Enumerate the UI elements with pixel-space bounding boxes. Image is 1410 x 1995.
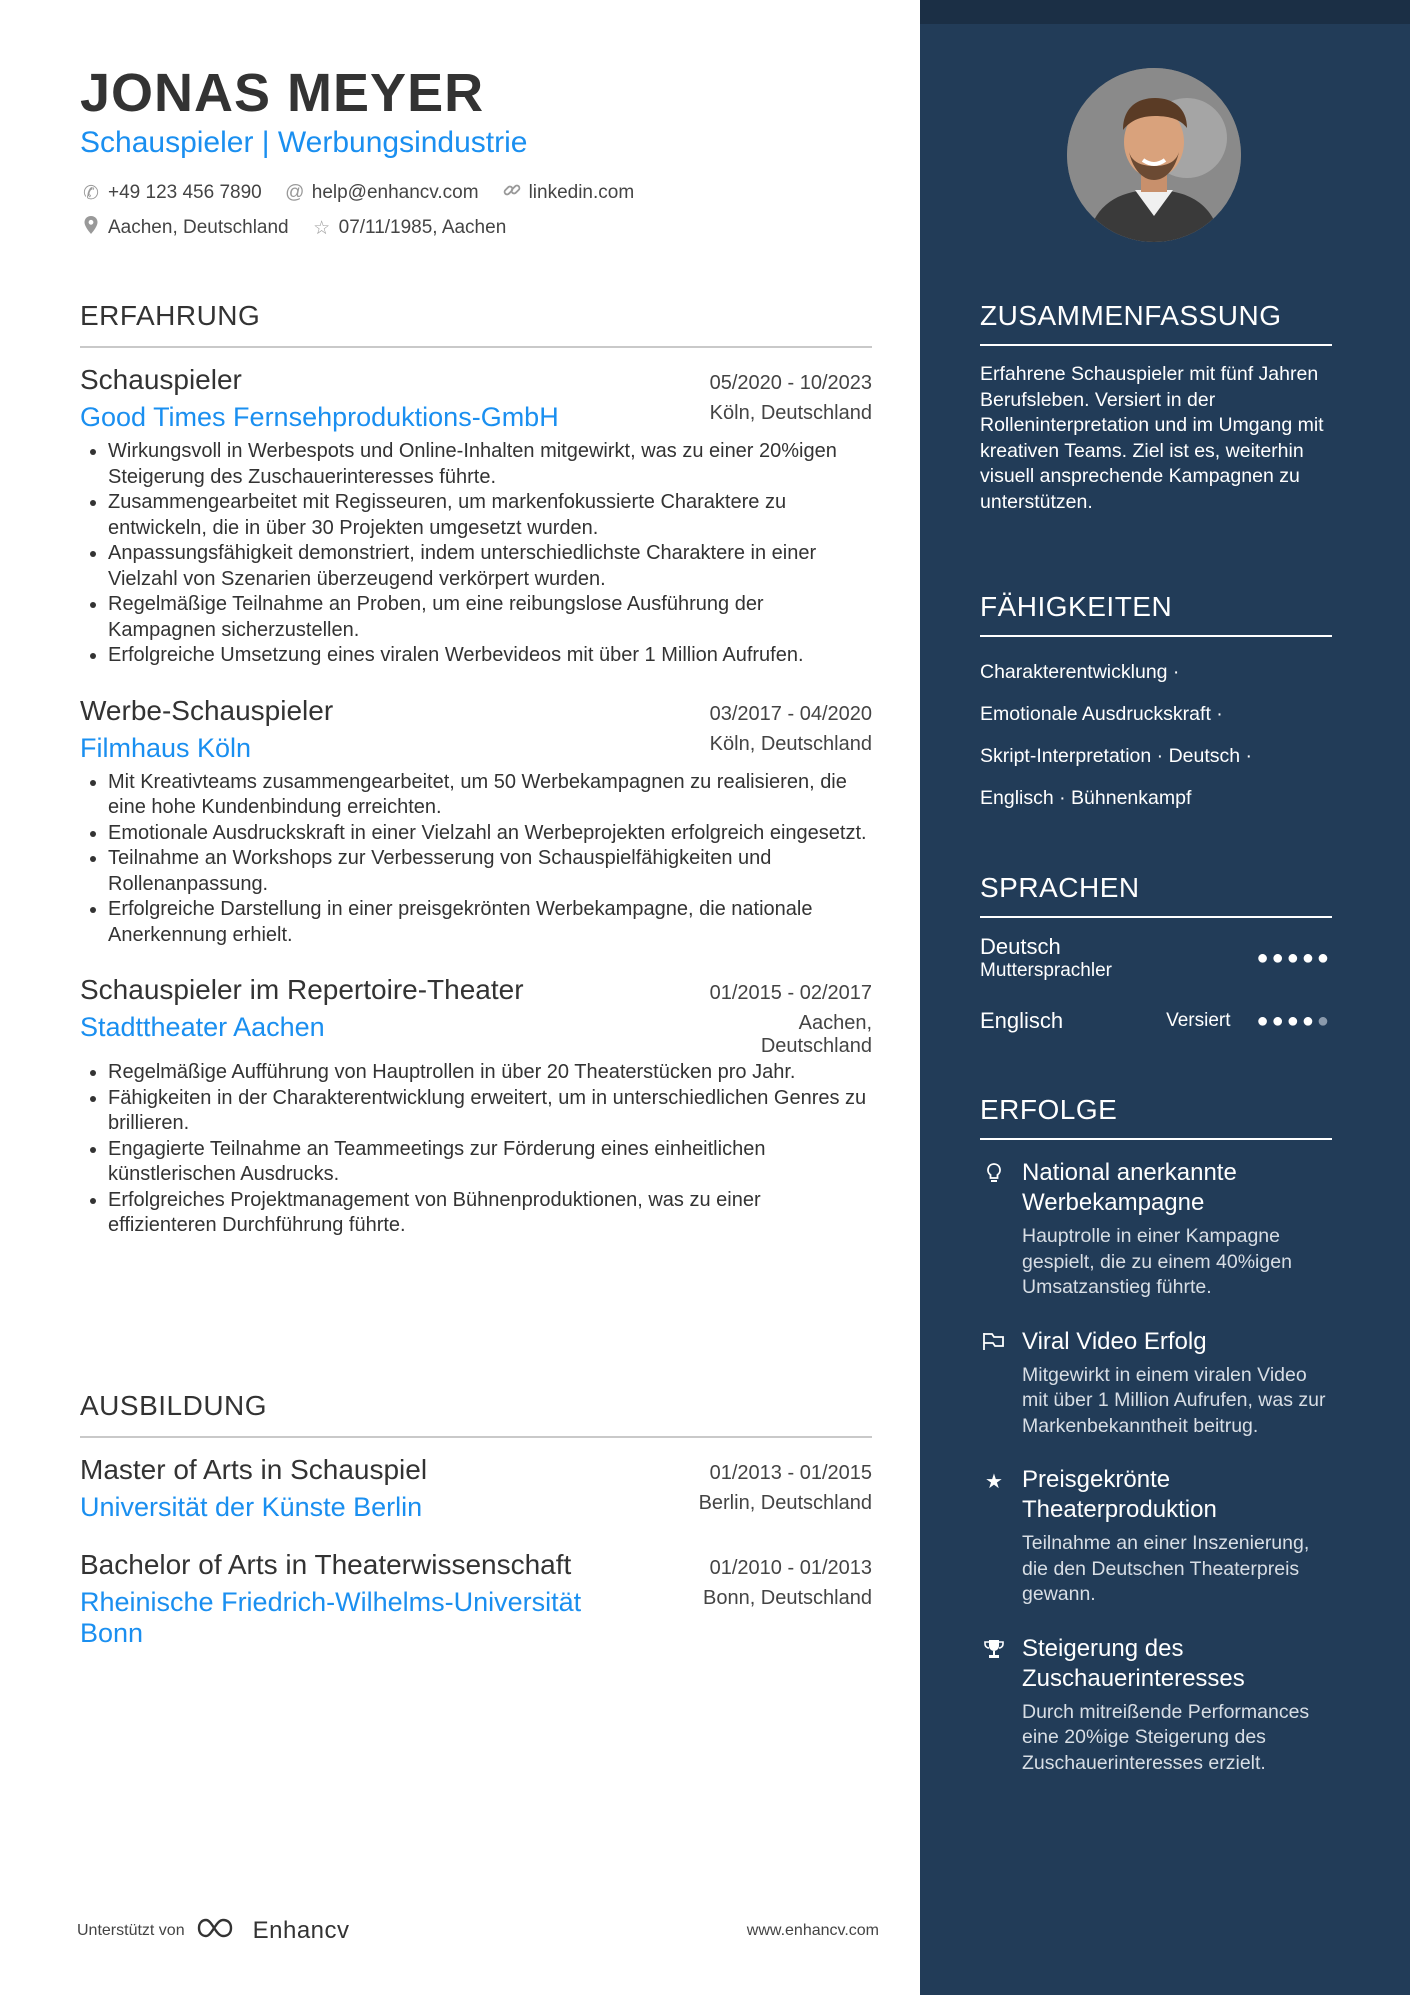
candidate-title: Schauspieler | Werbungsindustrie — [80, 126, 528, 159]
language-rating — [1257, 947, 1332, 970]
achievement-desc: Mitgewirkt in einem viralen Video mit über 1 Million Aufrufen, was zur Markenbekanntheit beitrug. — [1022, 1363, 1326, 1437]
job-location-line: Aachen, — [798, 1012, 872, 1034]
languages-title: SPRACHEN — [980, 872, 1332, 918]
star-outline-icon: ☆ — [313, 217, 331, 239]
skills-title: FÄHIGKEITEN — [980, 591, 1332, 637]
languages-section — [980, 872, 1332, 1034]
achievement-desc: Hauptrolle in einer Kampagne gespielt, die zu einem 40%igen Umsatzanstieg führte. — [1022, 1225, 1292, 1298]
rating-dot-filled: ● — [1301, 1009, 1317, 1032]
rating-dot-filled: ● — [1301, 946, 1317, 969]
experience-title: ERFAHRUNG — [80, 300, 872, 348]
achievements-section — [980, 1094, 1332, 1776]
language-level: Muttersprachler — [980, 960, 1112, 981]
education-location: Bonn, Deutschland — [702, 1587, 872, 1609]
bullet-item: • Erfolgreiche Umsetzung eines viralen Werbevideos mit über 1 Million Aufrufen. — [108, 643, 872, 669]
job-date: 03/2017 - 04/2020 — [709, 702, 872, 725]
rating-dot-filled: ● — [1271, 946, 1287, 969]
location-pin-icon — [80, 215, 102, 241]
email-link[interactable]: help@enhancv.com — [311, 182, 479, 203]
enhancv-logo-icon — [195, 1915, 243, 1946]
experience-section — [80, 300, 872, 1239]
achievement-item — [980, 1158, 1332, 1301]
school — [80, 1587, 581, 1649]
star-icon: ★ — [985, 1471, 1003, 1493]
achievement-item — [980, 1327, 1332, 1440]
achievement-title: National anerkannte Werbekampagne — [1022, 1159, 1237, 1216]
profile-photo — [1067, 68, 1241, 242]
education-date: 01/2013 - 01/2015 — [709, 1462, 872, 1484]
email-contact[interactable] — [284, 182, 479, 204]
skills-section — [980, 591, 1332, 819]
linkedin-contact[interactable] — [501, 180, 635, 206]
summary-section — [980, 300, 1332, 515]
rating-dot-filled: ● — [1256, 1009, 1272, 1032]
job-company: Good Times Fernsehproduktions-GmbH — [80, 402, 559, 432]
sidebar-top-bar — [920, 0, 1410, 24]
contact-info — [80, 180, 880, 250]
language-level: Versiert — [1166, 1010, 1231, 1031]
phone-contact — [80, 182, 262, 205]
bullet-item: • Teilnahme an Workshops zur Verbesserung von Schauspielfähigkeiten und Rollenanpassung. — [108, 846, 872, 897]
job-date: 01/2015 - 02/2017 — [709, 982, 872, 1004]
location-text: Aachen, Deutschland — [108, 217, 289, 238]
powered-by-label: Unterstützt von — [77, 1921, 185, 1939]
linkedin-link[interactable]: linkedin.com — [528, 182, 635, 203]
sidebar — [920, 0, 1410, 1995]
job-location — [761, 1012, 872, 1058]
summary-title: ZUSAMMENFASSUNG — [980, 300, 1332, 346]
job-bullets — [80, 439, 872, 669]
job-role: Schauspieler im Repertoire-Theater — [80, 974, 524, 1005]
job-entry — [80, 974, 872, 1239]
job-entry — [80, 695, 872, 949]
education-title: AUSBILDUNG — [80, 1390, 872, 1438]
degree: Bachelor of Arts in Theaterwissenschaft — [80, 1549, 572, 1580]
job-location: Köln, Deutschland — [709, 402, 872, 424]
link-icon — [501, 180, 523, 206]
candidate-name: JONAS MEYER — [80, 63, 485, 123]
job-location-line: Deutschland — [760, 1035, 872, 1057]
lightbulb-icon — [980, 1158, 1008, 1301]
powered-by — [77, 1915, 350, 1946]
summary-text: Erfahrene Schauspieler mit fünf Jahren Berufsleben. Versiert in der Rolleninterpretation und im Umgang mit kreativen Teams. Ziel ist es, weiterhin visuell ansprechende Kampagnen zu unterstützen. — [980, 363, 1324, 513]
bullet-item: • Erfolgreiche Darstellung in einer preisgekrönten Werbekampagne, die nationale Anerkennung erhielt. — [108, 897, 872, 948]
job-bullets — [80, 770, 872, 949]
achievement-desc: Durch mitreißende Performances eine 20%ige Steigerung des Zuschauerinteresses erzielt. — [1022, 1700, 1310, 1774]
school: Universität der Künste Berlin — [80, 1492, 423, 1522]
rating-dot-filled: ● — [1271, 1009, 1287, 1032]
bullet-item: • Anpassungsfähigkeit demonstriert, indem unterschiedlichste Charaktere in einer Vielzahl von Szenarien überzeugend verkörpert wurden. — [108, 541, 872, 592]
achievement-title: Preisgekrönte Theaterproduktion — [1022, 1466, 1217, 1523]
birth-text: 07/11/1985, Aachen — [338, 217, 507, 238]
brand-name: Enhancv — [252, 1916, 350, 1944]
job-role: Werbe-Schauspieler — [80, 694, 334, 726]
job-company: Stadttheater Aachen — [80, 1012, 325, 1042]
achievement-item — [980, 1634, 1332, 1777]
rating-dot-empty: ● — [1316, 1009, 1332, 1032]
job-location: Köln, Deutschland — [709, 732, 872, 755]
achievement-item — [980, 1465, 1332, 1608]
school-line: Rheinische Friedrich-Wilhelms-Universität — [80, 1587, 582, 1617]
phone-icon: ✆ — [83, 182, 99, 204]
bullet-item: • Regelmäßige Teilnahme an Proben, um eine reibungslose Ausführung der Kampagnen sicherzustellen. — [108, 592, 872, 643]
at-icon: @ — [285, 182, 305, 203]
bullet-item: • Zusammengearbeitet mit Regisseuren, um markenfokussierte Charaktere zu entwickeln, die in über 30 Projekten umgesetzt wurden. — [108, 490, 872, 541]
education-entry — [80, 1454, 872, 1523]
education-date: 01/2010 - 01/2013 — [709, 1557, 872, 1579]
education-section — [80, 1390, 872, 1649]
bullet-item: • Fähigkeiten in der Charakterentwicklung erweitert, um in unterschiedlichen Genres zu brillieren. — [108, 1086, 872, 1137]
footer-url[interactable]: www.enhancv.com — [746, 1921, 879, 1939]
bullet-item: • Wirkungsvoll in Werbespots und Online-Inhalten mitgewirkt, was zu einer 20%igen Steigerung des Zuschauerinteresses führte. — [108, 439, 872, 490]
trophy-icon — [980, 1634, 1008, 1777]
job-bullets — [80, 1060, 872, 1239]
rating-dot-filled: ● — [1286, 946, 1302, 969]
birth-contact — [311, 217, 507, 240]
achievement-desc: Teilnahme an einer Inszenierung, die den Deutschen Theaterpreis gewann. — [1022, 1532, 1310, 1605]
rating-dot-filled: ● — [1286, 1009, 1302, 1032]
skill-line: Charakterentwicklung · — [980, 661, 1180, 683]
job-company: Filmhaus Köln — [80, 732, 252, 763]
education-location: Berlin, Deutschland — [698, 1492, 872, 1514]
achievement-title: Steigerung des Zuschauerinteresses — [1022, 1634, 1245, 1692]
footer — [77, 1915, 879, 1946]
achievements-title: ERFOLGE — [980, 1094, 1332, 1140]
job-entry — [80, 364, 872, 669]
location-contact — [80, 215, 289, 241]
school-line: Bonn — [80, 1618, 144, 1648]
skill-line: Skript-Interpretation · Deutsch · — [980, 745, 1253, 767]
skill-line: Emotionale Ausdruckskraft · — [980, 703, 1223, 725]
job-date: 05/2020 - 10/2023 — [709, 372, 872, 394]
education-entry — [80, 1549, 872, 1649]
phone-number: +49 123 456 7890 — [108, 182, 262, 203]
bullet-item: • Erfolgreiches Projektmanagement von Bühnenproduktionen, was zu einer effizienteren Durchführung führte. — [108, 1188, 872, 1239]
language-item — [980, 1008, 1332, 1034]
bullet-item: • Engagierte Teilnahme an Teammeetings zur Förderung eines einheitlichen künstlerischen Ausdrucks. — [108, 1137, 872, 1188]
degree: Master of Arts in Schauspiel — [80, 1454, 428, 1485]
language-rating — [1257, 1010, 1332, 1033]
achievement-title: Viral Video Erfolg — [1022, 1327, 1207, 1355]
bullet-item: • Mit Kreativteams zusammengearbeitet, um 50 Werbekampagnen zu realisieren, die eine hohe Kundenbindung erreichten. — [108, 770, 872, 821]
skill-line: Englisch · Bühnenkampf — [980, 787, 1192, 809]
flag-icon — [980, 1327, 1008, 1440]
language-name: Deutsch — [980, 934, 1061, 959]
job-role: Schauspieler — [80, 364, 242, 395]
rating-dot-filled: ● — [1256, 946, 1272, 969]
skills-list — [980, 651, 1332, 819]
bullet-item: • Emotionale Ausdruckskraft in einer Vielzahl an Werbeprojekten erfolgreich eingesetzt. — [108, 821, 872, 847]
language-item — [980, 934, 1332, 982]
language-name: Englisch — [980, 1008, 1064, 1033]
rating-dot-filled: ● — [1316, 946, 1332, 969]
bullet-item: • Regelmäßige Aufführung von Hauptrollen in über 20 Theaterstücken pro Jahr. — [108, 1060, 872, 1086]
